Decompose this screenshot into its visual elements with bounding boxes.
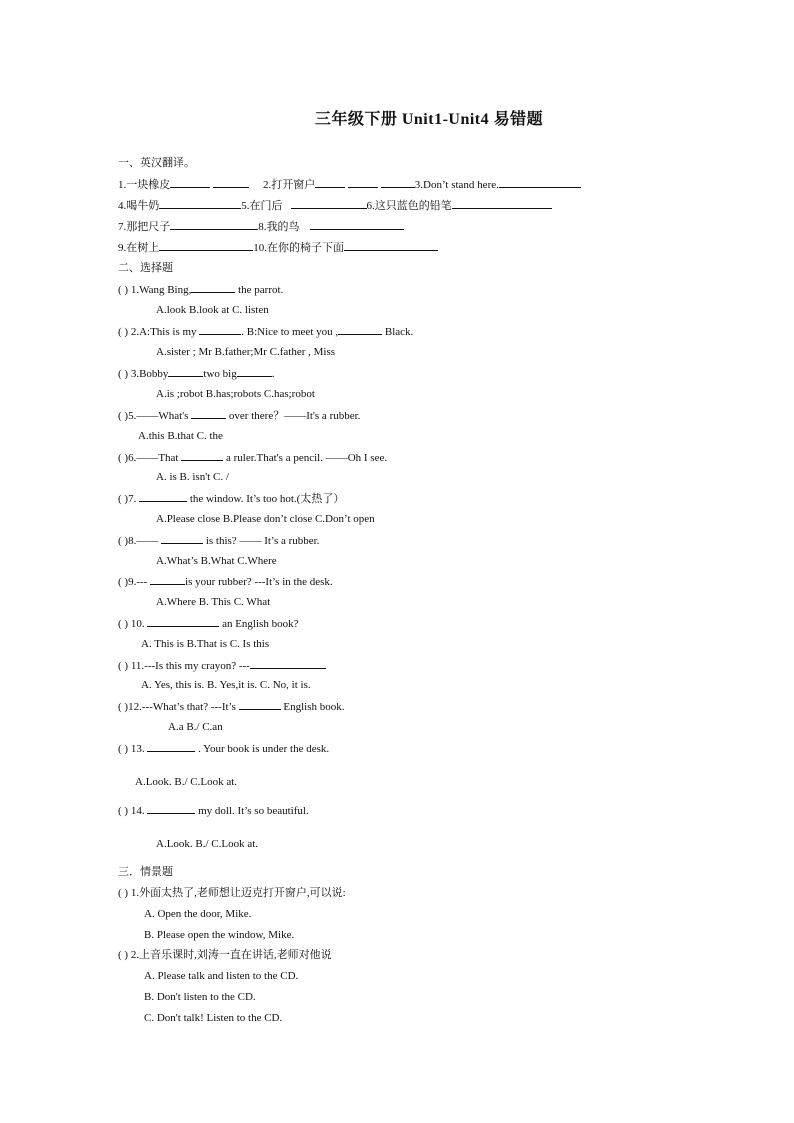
translation-row-4: [118, 240, 438, 255]
answer-blank[interactable]: [159, 198, 241, 209]
answer-blank[interactable]: [310, 219, 404, 230]
item-1: 1.一块橡皮: [118, 179, 171, 191]
answer-blank[interactable]: [199, 324, 241, 335]
section1-heading: 一、英汉翻译。: [118, 157, 195, 169]
options-6: A. is B. isn't C. /: [156, 471, 229, 483]
question-text: two big: [203, 368, 237, 380]
answer-blank[interactable]: [291, 198, 367, 209]
question-text: ( )8.——: [118, 535, 159, 547]
situation-2-option-a: A. Please talk and listen to the CD.: [144, 970, 299, 982]
options-9: A.Where B. This C. What: [156, 596, 271, 608]
question-text: ( ) 11.---Is this my crayon? ---: [118, 660, 250, 672]
question-text: ( ) 1.Wang Bing,: [118, 284, 192, 296]
answer-blank[interactable]: [147, 803, 195, 814]
item-5: 5.在门后: [241, 200, 283, 212]
item-3: 3.Don’t stand here.: [414, 179, 499, 191]
answer-blank[interactable]: [170, 219, 258, 230]
answer-blank[interactable]: [250, 658, 326, 669]
answer-blank[interactable]: [161, 533, 203, 544]
item-2: 2.打开窗户: [263, 179, 316, 191]
options-1: A.look B.look at C. listen: [156, 304, 269, 316]
answer-blank[interactable]: [239, 699, 281, 710]
translation-row-3: [118, 219, 404, 234]
question-10: [118, 616, 298, 631]
answer-blank[interactable]: [139, 491, 187, 502]
question-text: .: [271, 368, 275, 380]
item-6: 6.这只蓝色的铅笔: [366, 200, 452, 212]
answer-blank[interactable]: [237, 366, 272, 377]
question-text: ( )6.——That: [118, 452, 179, 464]
answer-blank[interactable]: [315, 177, 345, 188]
answer-blank[interactable]: [348, 177, 378, 188]
options-8: A.What’s B.What C.Where: [156, 555, 277, 567]
section2-heading: 二、选择题: [118, 262, 173, 274]
question-text: my doll. It’s so beautiful.: [195, 805, 309, 817]
question-1: [118, 282, 283, 297]
options-2: A.sister ; Mr B.father;Mr C.father , Miss: [156, 346, 336, 358]
question-5: [118, 408, 360, 423]
question-text: is your rubber? ---It’s in the desk.: [185, 576, 333, 588]
options-7: A.Please close B.Please don’t close C.Don’t open: [156, 513, 375, 525]
question-14: [118, 803, 309, 818]
item-4: 4.喝牛奶: [118, 200, 160, 212]
translation-row-2: [118, 198, 552, 213]
answer-blank[interactable]: [170, 177, 210, 188]
question-text: English book.: [280, 701, 345, 713]
item-9: 9.在树上: [118, 242, 160, 254]
translation-row-1: [118, 177, 581, 192]
question-text: ( ) 13.: [118, 743, 145, 755]
situation-1-option-b: B. Please open the window, Mike.: [144, 929, 295, 941]
answer-blank[interactable]: [150, 574, 185, 585]
question-8: [118, 533, 319, 548]
options-5: A.this B.that C. the: [138, 430, 223, 442]
question-text: is this? —— It’s a rubber.: [203, 535, 320, 547]
item-8: 8.我的鸟: [258, 221, 300, 233]
options-14: A.Look. B./ C.Look at.: [156, 838, 259, 850]
question-12: [118, 699, 345, 714]
question-text: ( )9.---: [118, 576, 148, 588]
answer-blank[interactable]: [191, 282, 235, 293]
item-7: 7.那把尺子: [118, 221, 171, 233]
situation-2-option-b: B. Don't listen to the CD.: [144, 991, 256, 1003]
question-text: the parrot.: [235, 284, 284, 296]
answer-blank[interactable]: [147, 616, 219, 627]
section3-heading: 三．情景题: [118, 866, 173, 878]
answer-blank[interactable]: [191, 408, 226, 419]
question-text: ( ) 10.: [118, 618, 145, 630]
answer-blank[interactable]: [344, 240, 438, 251]
answer-blank[interactable]: [381, 177, 415, 188]
question-text: a ruler.That's a pencil. ——Oh I see.: [223, 452, 388, 464]
situation-1: ( ) 1.外面太热了,老师想让迈克打开窗户,可以说:: [118, 887, 346, 899]
question-13: [118, 741, 329, 756]
item-10: 10.在你的椅子下面: [253, 242, 344, 254]
question-text: ( ) 2.A:This is my: [118, 326, 197, 338]
question-text: ( )5.——What's: [118, 410, 189, 422]
question-text: . Your book is under the desk.: [195, 743, 330, 755]
question-text: ( ) 14.: [118, 805, 145, 817]
question-3: [118, 366, 274, 381]
options-13: A.Look. B./ C.Look at.: [135, 776, 238, 788]
answer-blank[interactable]: [159, 240, 253, 251]
question-text: the window. It’s too hot.(太热了）: [187, 493, 345, 505]
question-7: [118, 491, 344, 506]
situation-1-option-a: A. Open the door, Mike.: [144, 908, 252, 920]
question-11: [118, 658, 326, 673]
question-text: . B:Nice to meet you ,: [241, 326, 339, 338]
answer-blank[interactable]: [213, 177, 249, 188]
options-12: A.a B./ C.an: [168, 721, 223, 733]
page-title: 三年级下册 Unit1-Unit4 易错题: [314, 111, 544, 128]
question-text: Black.: [382, 326, 414, 338]
options-3: A.is ;robot B.has;robots C.has;robot: [156, 388, 315, 400]
answer-blank[interactable]: [168, 366, 203, 377]
question-text: an English book?: [219, 618, 299, 630]
situation-2-option-c: C. Don't talk! Listen to the CD.: [144, 1012, 283, 1024]
question-text: ( )7.: [118, 493, 137, 505]
situation-2: ( ) 2.上音乐课时,刘涛一直在讲话,老师对他说: [118, 949, 332, 961]
question-9: [118, 574, 333, 589]
answer-blank[interactable]: [338, 324, 382, 335]
answer-blank[interactable]: [147, 741, 195, 752]
answer-blank[interactable]: [499, 177, 581, 188]
question-6: [118, 450, 387, 465]
question-text: ( )12.---What’s that? ---It’s: [118, 701, 236, 713]
question-text: over there？——It's a rubber.: [226, 410, 361, 422]
options-10: A. This is B.That is C. Is this: [141, 638, 270, 650]
question-2: [118, 324, 413, 339]
options-11: A. Yes, this is. B. Yes,it is. C. No, it is.: [141, 679, 311, 691]
answer-blank[interactable]: [452, 198, 552, 209]
question-text: ( ) 3.Bobby: [118, 368, 169, 380]
answer-blank[interactable]: [181, 450, 223, 461]
